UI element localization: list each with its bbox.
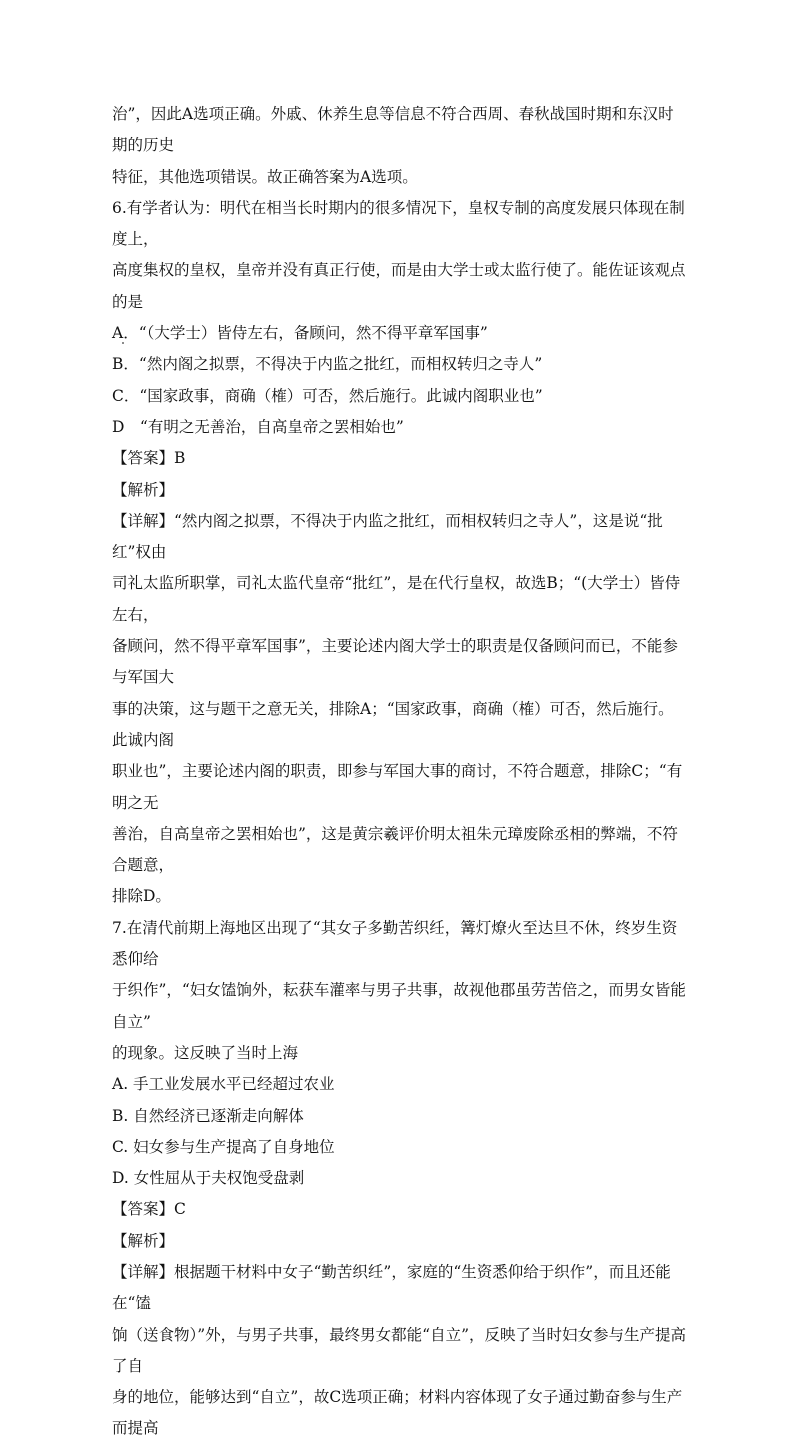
question-7-explanation: 身的地位，能够达到“自立”，故C选项正确；材料内容体现了女子通过勤奋参与生产而提高 [112,1388,683,1438]
question-7-stem: 的现象。这反映了当时上海 [112,1043,299,1062]
question-7-explanation: 【详解】根据题干材料中女子“勤苦织纴”，家庭的“生资悉仰给于织作”，而且还能在“馌 [112,1262,671,1313]
question-7-option-b: B. 自然经济已逐渐走向解体 [112,1106,304,1125]
question-6-explanation: 备顾问，然不得平章军国事”，主要论述内阁大学士的职责是仅备顾问而已，不能参与军国大 [112,637,678,687]
question-6-explanation: 【详解】“然内阁之拟票，不得决于内监之批红，而相权转归之寺人”，这是说“批红”权由 [112,511,663,562]
question-7-answer: 【答案】C [112,1200,186,1219]
question-6-option-a: A．“（大学士）皆侍左右，备顾问，然不得平章军国事” [112,324,488,343]
question-6-option-c: C．“国家政事，商确（榷）可否，然后施行。此诚内阁职业也” [112,386,543,405]
question-6-explanation: 排除D。 [112,887,171,906]
question-6-stem: 6.有学者认为：明代在相当长时期内的很多情况下，皇权专制的高度发展只体现在制度上， [112,198,685,249]
question-6-explanation: 善治，自高皇帝之罢相始也”，这是黄宗羲评价明太祖朱元璋废除丞相的弊端，不符合题意， [112,824,678,875]
question-7-analysis-heading: 【解析】 [112,1231,175,1250]
question-7-option-c: C. 妇女参与生产提高了自身地位 [112,1137,335,1156]
question-6-stem: 高度集权的皇权，皇帝并没有真正行使，而是由大学士或太监行使了。能佐证该观点的是 [112,261,686,311]
document-body [112,99,687,1445]
question-7-stem: 7.在清代前期上海地区出现了“其女子多勤苦织纴，篝灯燎火至达旦不休，终岁生资悉仰给 [112,918,678,969]
question-6-explanation: 职业也”，主要论述内阁的职责，即参与军国大事的商讨，不符合题意，排除C；“有明之无 [112,762,683,812]
question-7-option-d: D. 女性屈从于夫权饱受盘剥 [112,1169,305,1188]
question-6-explanation: 事的决策，这与题干之意无关，排除A；“国家政事，商确（榷）可否，然后施行。此诚内阁 [112,699,674,749]
text-line: 治”，因此A选项正确。外戚、休养生息等信息不符合西周、春秋战国时期和东汉时期的历史 [112,105,674,155]
question-7-stem: 于织作”，“妇女馌饷外，耘获车灌率与男子共事，故视他郡虽劳苦倍之，而男女皆能自立” [112,981,686,1031]
question-6-explanation: 司礼太监所职掌，司礼太监代皇帝“批红”，是在代行皇权，故选B；“(大学士）皆侍左右， [112,574,681,624]
question-7-explanation: 饷（送食物）”外，与男子共事，最终男女都能“自立”，反映了当时妇女参与生产提高了自 [112,1325,687,1375]
question-6-option-d: D “有明之无善治，自高皇帝之罢相始也” [112,417,404,436]
question-7-option-a: A. 手工业发展水平已经超过农业 [112,1075,335,1094]
question-6-analysis-heading: 【解析】 [112,480,175,499]
question-6-option-b: B．“然内阁之拟票，不得决于内监之批红，而相权转归之寺人” [112,355,543,374]
text-line: 特征，其他选项错误。故正确答案为A选项。 [112,167,418,186]
scan-speck [122,342,124,344]
question-6-answer: 【答案】B [112,449,186,468]
